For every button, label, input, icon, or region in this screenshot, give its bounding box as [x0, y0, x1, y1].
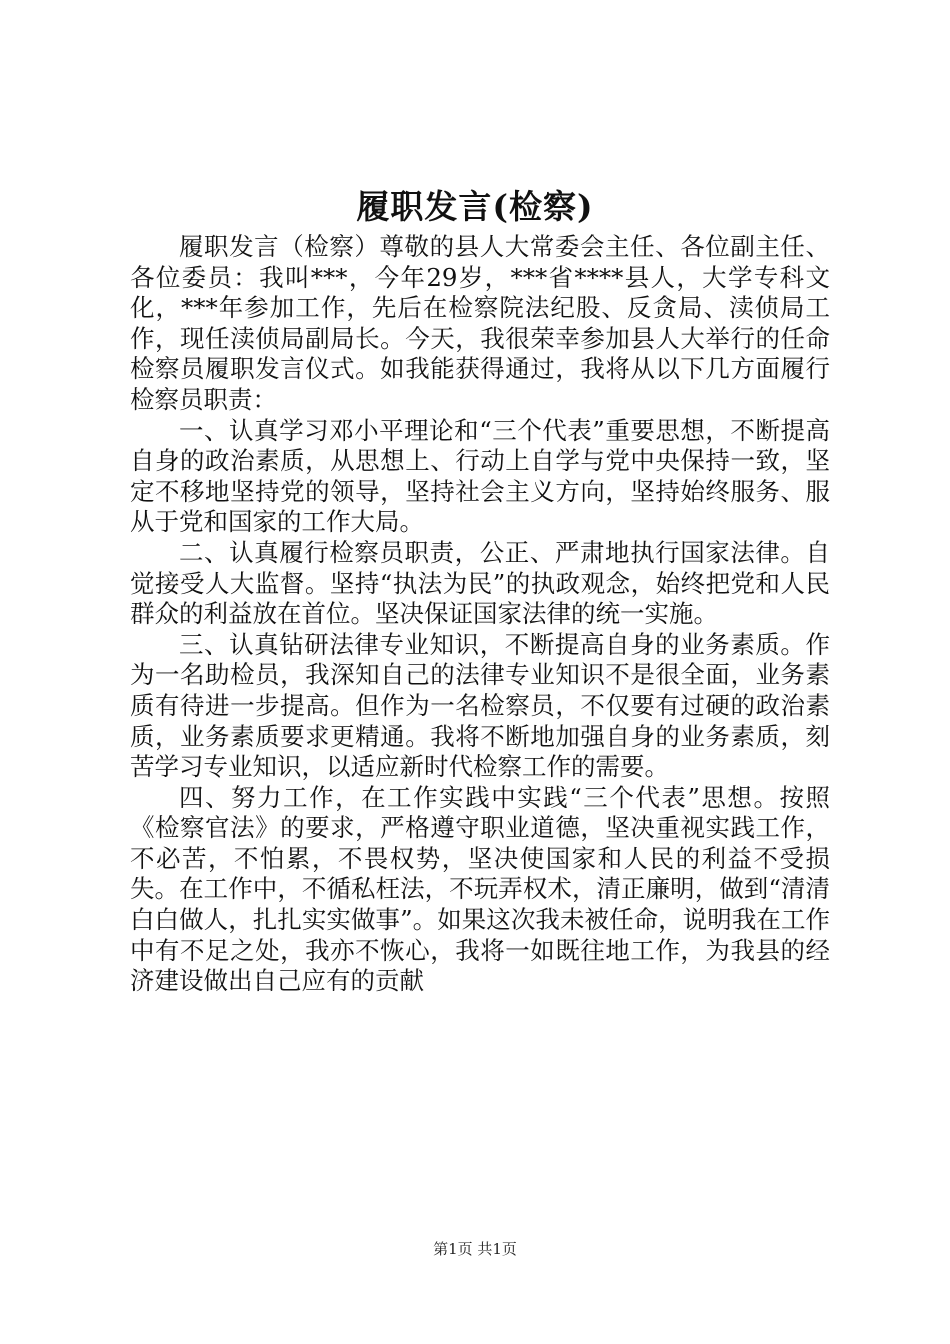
- paragraph-intro: 履职发言（检察）尊敬的县人大常委会主任、各位副主任、各位委员：我叫***，今年29岁，***省****县人，大学专科文化，***年参加工作，先后在检察院法纪股、反贪局、渎侦局工作，现任渎侦局副局长。今天，我很荣幸参加县人大举行的任命检察员履职发言仪式。如我能获得通过，我将从以下几方面履行检察员职责：: [130, 232, 830, 414]
- paragraph-point-1: 一、认真学习邓小平理论和“三个代表”重要思想，不断提高自身的政治素质，从思想上、行动上自学与党中央保持一致，坚定不移地坚持党的领导，坚持社会主义方向，坚持始终服务、服从于党和国家的工作大局。: [130, 415, 830, 537]
- page-footer: 第1页 共1页: [433, 1240, 517, 1258]
- document-title: 履职发言(检察): [356, 187, 594, 226]
- paragraph-point-4: 四、努力工作，在工作实践中实践“三个代表”思想。按照《检察官法》的要求，严格遵守职业道德，坚决重视实践工作，不必苦，不怕累，不畏权势，坚决使国家和人民的利益不受损失。在工作中，不循私枉法，不玩弄权术，清正廉明，做到“清清白白做人，扎扎实实做事”。如果这次我未被任命，说明我在工作中有不足之处，我亦不恢心，我将一如既往地工作，为我县的经济建设做出自己应有的贡献: [130, 782, 830, 996]
- paragraph-point-2: 二、认真履行检察员职责，公正、严肃地执行国家法律。自觉接受人大监督。坚持“执法为民”的执政观念，始终把党和人民群众的利益放在首位。坚决保证国家法律的统一实施。: [130, 537, 830, 629]
- paragraph-point-3: 三、认真钻研法律专业知识，不断提高自身的业务素质。作为一名助检员，我深知自己的法律专业知识不是很全面，业务素质有待进一步提高。但作为一名检察员，不仅要有过硬的政治素质，业务素质要求更精通。我将不断地加强自身的业务素质，刻苦学习专业知识，以适应新时代检察工作的需要。: [130, 629, 830, 782]
- document-body: [130, 232, 830, 997]
